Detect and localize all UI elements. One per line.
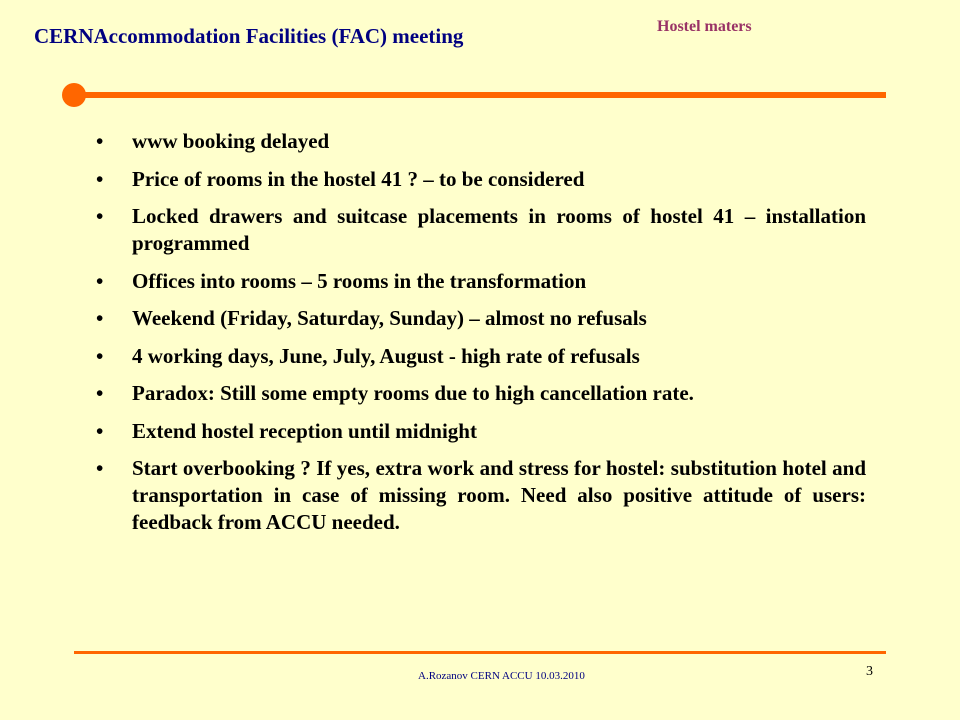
bullet-item: • Price of rooms in the hostel 41 ? – to be considered xyxy=(96,166,866,193)
bullet-item: • Paradox: Still some empty rooms due to high cancellation rate. xyxy=(96,380,866,407)
bullet-item: • Locked drawers and suitcase placements in rooms of hostel 41 – installation programmed xyxy=(96,203,866,257)
bullet-item: • www booking delayed xyxy=(96,128,866,155)
bullet-item: • Start overbooking ? If yes, extra work and stress for hostel: substitution hotel and transportation in case of missing room. Need also positive attitude of users: feedback from ACCU needed. xyxy=(96,455,866,536)
divider-dot-icon xyxy=(62,83,86,107)
page-number: 3 xyxy=(866,664,873,679)
footer-author: A.Rozanov CERN ACCU 10.03.2010 xyxy=(418,670,585,682)
bullet-list xyxy=(96,128,866,547)
bullet-item: • Extend hostel reception until midnight xyxy=(96,418,866,445)
bullet-item: • Weekend (Friday, Saturday, Sunday) – almost no refusals xyxy=(96,305,866,332)
bottom-divider xyxy=(74,651,886,654)
section-label: Hostel maters xyxy=(657,18,752,35)
bullet-item: • Offices into rooms – 5 rooms in the transformation xyxy=(96,268,866,295)
top-divider xyxy=(72,92,886,98)
slide-title: CERNAccommodation Facilities (FAC) meeting xyxy=(34,24,464,48)
bullet-item: • 4 working days, June, July, August - high rate of refusals xyxy=(96,343,866,370)
